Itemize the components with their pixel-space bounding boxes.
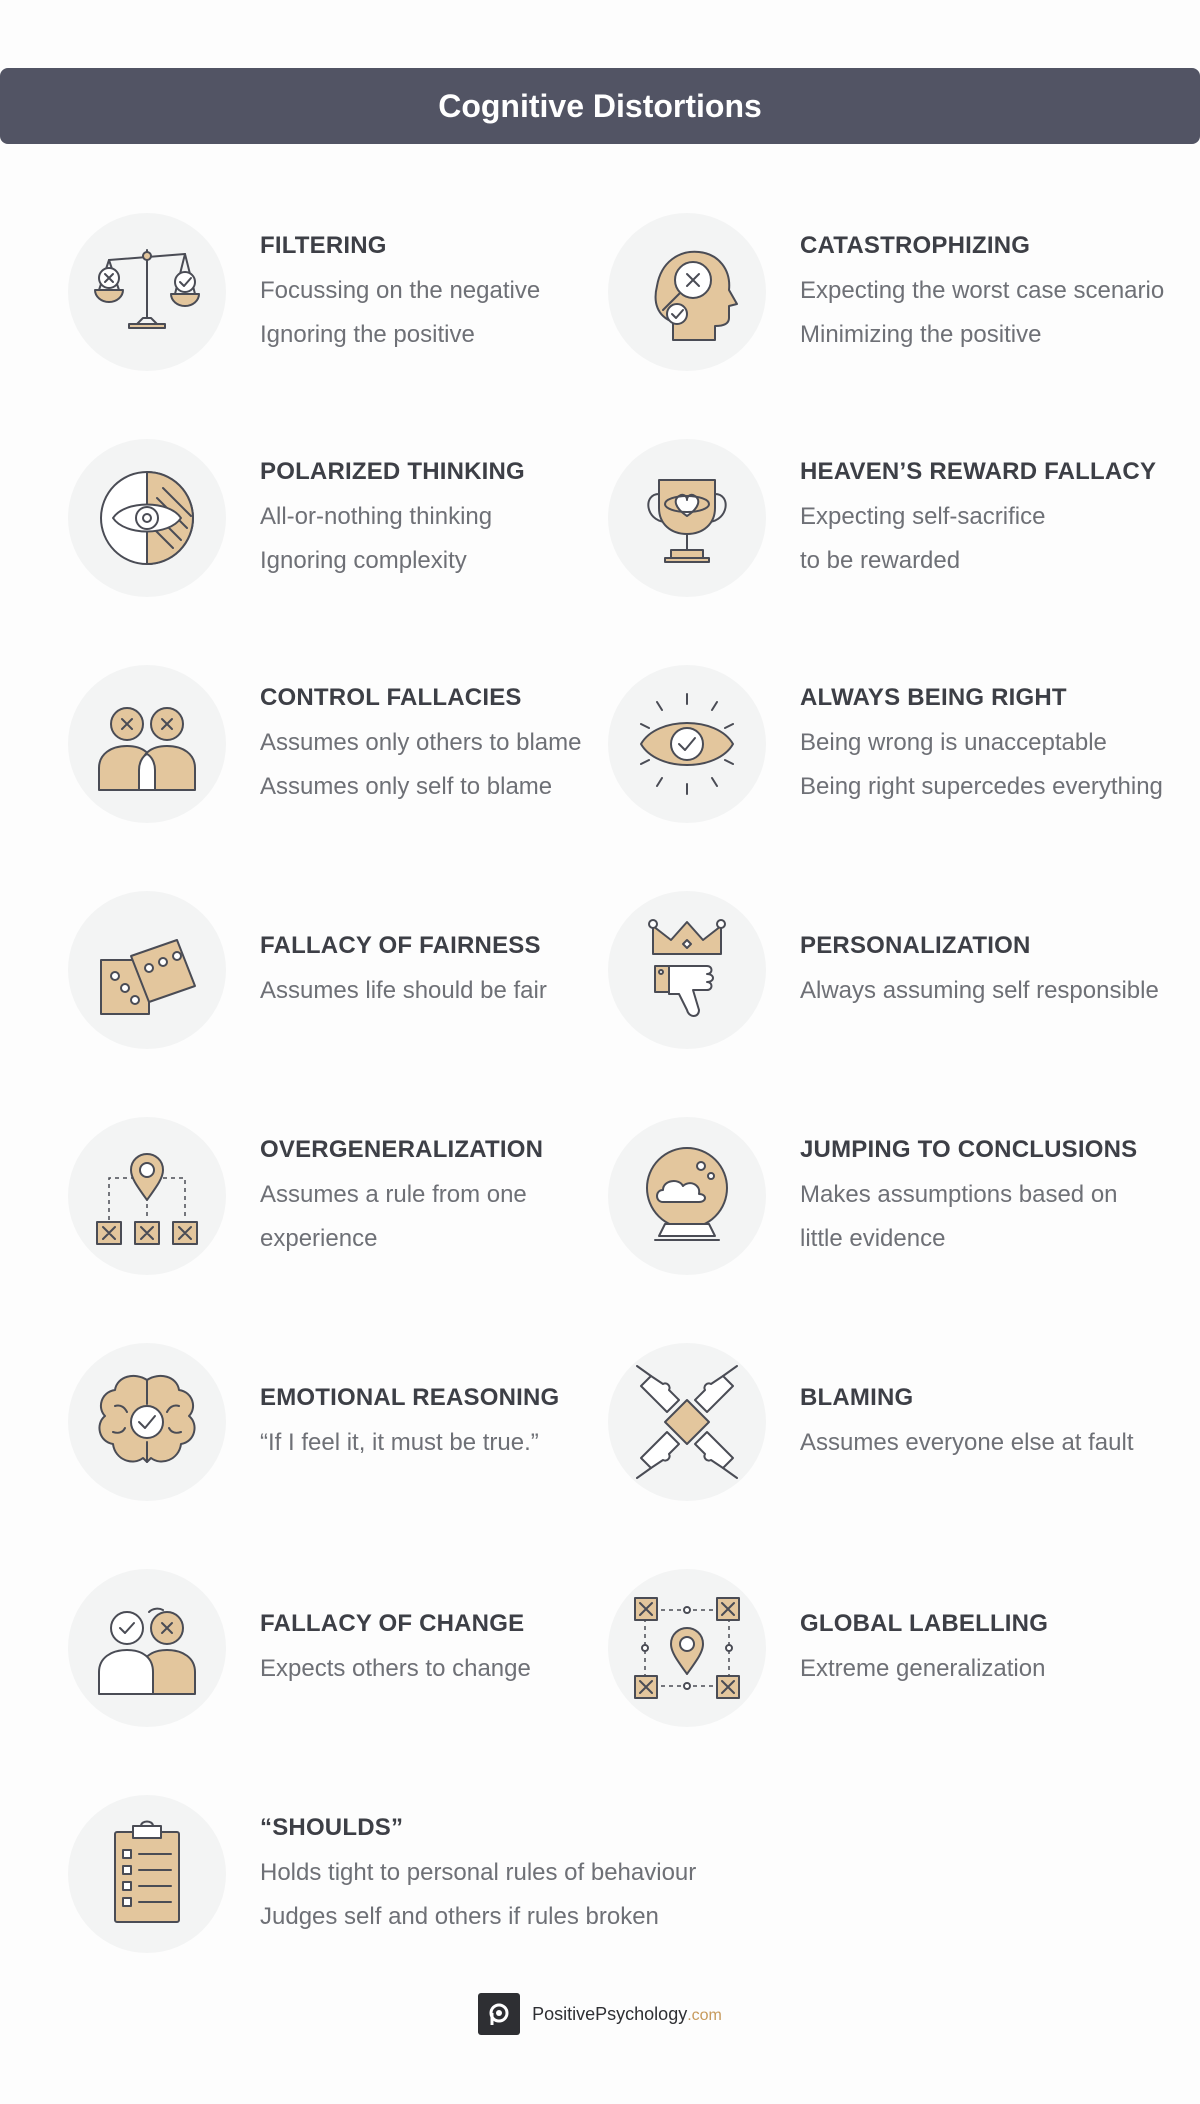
- distortion-title: FALLACY OF FAIRNESS: [260, 932, 541, 959]
- pin-network-icon: [627, 1588, 747, 1708]
- distortion-description: Ignoring complexity: [260, 547, 467, 574]
- icon-circle: [608, 1343, 766, 1501]
- icon-circle: [608, 213, 766, 371]
- distortion-description: All-or-nothing thinking: [260, 503, 493, 530]
- distortion-description: Being wrong is unacceptable: [800, 729, 1107, 756]
- distortion-title: “SHOULDS”: [260, 1814, 404, 1841]
- brain-check-icon: [87, 1362, 207, 1482]
- distortion-description: Expecting the worst case scenario: [800, 277, 1165, 304]
- distortion-description: Holds tight to personal rules of behaviour: [260, 1859, 697, 1886]
- distortion-title: BLAMING: [800, 1384, 914, 1411]
- distortion-description: Expects others to change: [260, 1655, 531, 1682]
- icon-circle: [68, 665, 226, 823]
- distortion-description: Assumes only self to blame: [260, 773, 553, 800]
- distortion-description: little evidence: [800, 1225, 946, 1252]
- distortion-description: Ignoring the positive: [260, 321, 475, 348]
- icon-circle: [608, 1569, 766, 1727]
- icon-circle: [608, 439, 766, 597]
- icon-circle: [68, 1795, 226, 1953]
- clipboard-checklist-icon: [87, 1814, 207, 1934]
- distortion-title: OVERGENERALIZATION: [260, 1136, 544, 1163]
- icon-circle: [68, 1569, 226, 1727]
- distortion-description: experience: [260, 1225, 378, 1252]
- icon-circle: [608, 891, 766, 1049]
- icon-circle: [68, 213, 226, 371]
- distortion-description: Expecting self-sacrifice: [800, 503, 1046, 530]
- distortion-title: GLOBAL LABELLING: [800, 1610, 1049, 1637]
- distortion-title: FILTERING: [260, 232, 387, 259]
- icon-circle: [68, 1343, 226, 1501]
- icon-circle: [68, 1117, 226, 1275]
- distortion-title: ALWAYS BEING RIGHT: [800, 684, 1067, 711]
- eye-check-icon: [627, 684, 747, 804]
- icon-circle: [608, 1117, 766, 1275]
- distortion-description: Assumes everyone else at fault: [800, 1429, 1134, 1456]
- page-title-banner: [0, 68, 1200, 144]
- distortion-description: Judges self and others if rules broken: [260, 1903, 659, 1930]
- people-check-cross-icon: [87, 1588, 207, 1708]
- distortion-title: POLARIZED THINKING: [260, 458, 525, 485]
- icon-circle: [608, 665, 766, 823]
- distortion-title: CONTROL FALLACIES: [260, 684, 522, 711]
- distortion-title: FALLACY OF CHANGE: [260, 1610, 525, 1637]
- distortion-title: CATASTROPHIZING: [800, 232, 1031, 259]
- brand-suffix: .com: [687, 2006, 722, 2024]
- distortion-title: JUMPING TO CONCLUSIONS: [800, 1136, 1138, 1163]
- page-title: Cognitive Distortions: [438, 87, 762, 124]
- icon-circle: [68, 891, 226, 1049]
- icon-circle: [68, 439, 226, 597]
- distortion-description: Assumes a rule from one: [260, 1181, 527, 1208]
- distortion-description: to be rewarded: [800, 547, 961, 574]
- distortion-description: Extreme generalization: [800, 1655, 1046, 1682]
- distortion-description: Being right supercedes everything: [800, 773, 1163, 800]
- footer-brand: [0, 1993, 1200, 2035]
- distortion-description: Always assuming self responsible: [800, 977, 1159, 1004]
- crown-thumbs-down-icon: [627, 910, 747, 1030]
- brand-logo-icon: [478, 1993, 520, 2035]
- half-eye-icon: [87, 458, 207, 578]
- scales-icon: [87, 232, 207, 352]
- dice-icon: [87, 910, 207, 1030]
- distortion-description: Makes assumptions based on: [800, 1181, 1118, 1208]
- crystal-ball-icon: [627, 1136, 747, 1256]
- trophy-heart-icon: [627, 458, 747, 578]
- brand-name: PositivePsychology: [532, 2003, 688, 2024]
- distortion-description: “If I feel it, it must be true.”: [260, 1429, 539, 1456]
- pointing-hands-icon: [627, 1362, 747, 1482]
- distortion-title: PERSONALIZATION: [800, 932, 1031, 959]
- pin-boxes-icon: [87, 1136, 207, 1256]
- distortion-title: EMOTIONAL REASONING: [260, 1384, 560, 1411]
- distortion-description: Assumes only others to blame: [260, 729, 582, 756]
- distortion-description: Minimizing the positive: [800, 321, 1042, 348]
- distortion-description: Assumes life should be fair: [260, 977, 547, 1004]
- distortion-title: HEAVEN’S REWARD FALLACY: [800, 458, 1157, 485]
- head-magnifier-icon: [627, 232, 747, 352]
- distortion-description: Focussing on the negative: [260, 277, 541, 304]
- two-people-icon: [87, 684, 207, 804]
